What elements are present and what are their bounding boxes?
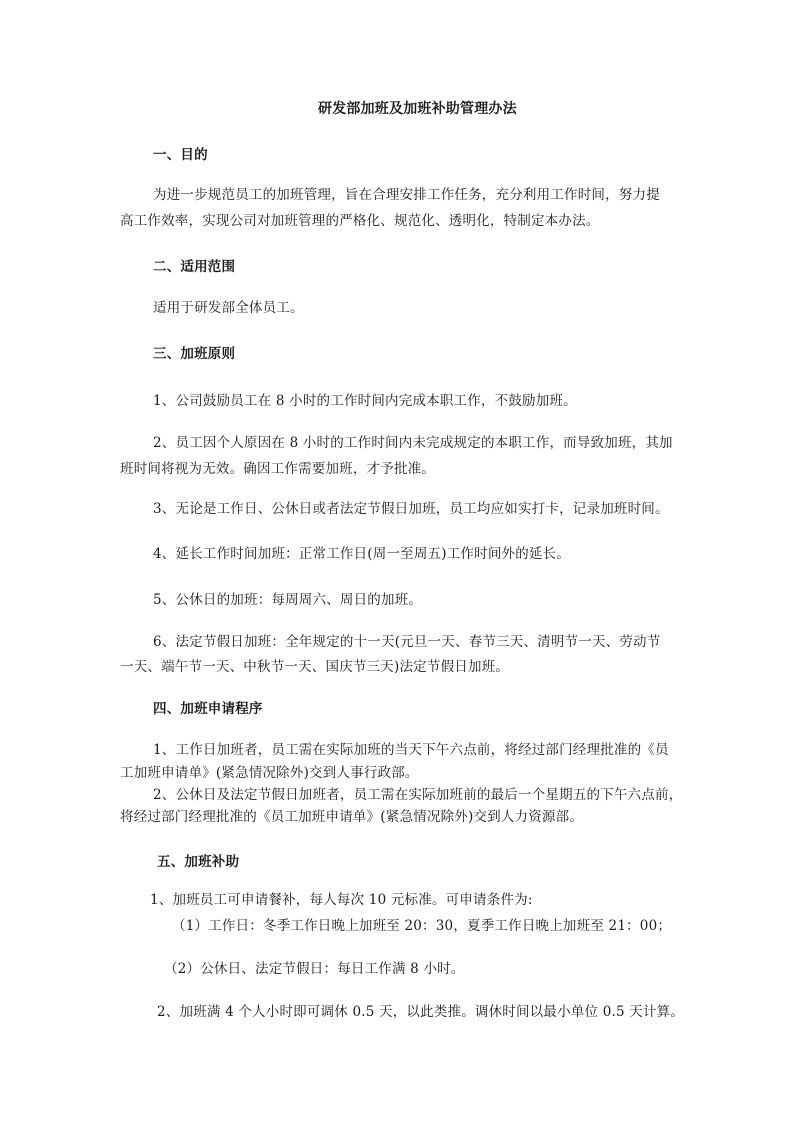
document-title: 研发部加班及加班补助管理办法	[318, 101, 517, 117]
list-item: 1、加班员工可申请餐补，每人每次 10 元标准。可申请条件为:	[150, 892, 533, 908]
list-item: 5、公休日的加班：每周周六、周日的加班。	[153, 592, 423, 608]
paragraph-line: 适用于研发部全体员工。	[153, 300, 304, 316]
section-heading-application: 四、加班申请程序	[153, 701, 263, 717]
list-item-continuation: 一天、端午节一天、中秋节一天、国庆节三天)法定节假日加班。	[120, 659, 510, 675]
section-heading-principles: 三、加班原则	[153, 346, 236, 362]
section-heading-scope: 二、适用范围	[153, 259, 236, 275]
section-heading-purpose: 一、目的	[153, 147, 208, 163]
list-item-continuation: 班时间将视为无效。确因工作需要加班，才予批准。	[120, 461, 436, 477]
list-item: 4、延长工作时间加班：正常工作日(周一至周五)工作时间外的延长。	[153, 546, 571, 562]
list-item-continuation: 工加班申请单》(紧急情况除外)交到人事行政部。	[120, 765, 419, 781]
list-item: 1、公司鼓励员工在 8 小时的工作时间内完成本职工作，不鼓励加班。	[153, 393, 577, 409]
list-item: 6、法定节假日加班：全年规定的十一天(元旦一天、春节三天、清明节一天、劳动节	[153, 634, 661, 650]
sub-list-item: （1）工作日：冬季工作日晚上加班至 20：30，夏季工作日晚上加班至 21：00；	[172, 918, 672, 934]
sub-list-item: （2）公休日、法定节假日：每日工作满 8 小时。	[164, 961, 465, 977]
list-item: 2、公休日及法定节假日加班者，员工需在实际加班前的最后一个星期五的下午六点前，	[153, 787, 683, 803]
list-item: 2、加班满 4 个人小时即可调休 0.5 天，以此类推。调休时间以最小单位 0.5 天计算。	[157, 1004, 685, 1020]
list-item: 2、员工因个人原因在 8 小时的工作时间内未完成规定的本职工作，而导致加班，其加	[153, 435, 673, 451]
list-item: 1、工作日加班者，员工需在实际加班的当天下午六点前，将经过部门经理批准的《员	[153, 742, 669, 758]
section-heading-subsidy: 五、加班补助	[157, 854, 240, 870]
paragraph-line: 高工作效率，实现公司对加班管理的严格化、规范化、透明化，特制定本办法。	[120, 213, 600, 229]
list-item-continuation: 将经过部门经理批准的《员工加班申请单》(紧急情况除外)交到人力资源部。	[120, 809, 584, 825]
paragraph-line: 为进一步规范员工的加班管理，旨在合理安排工作任务，充分利用工作时间，努力提	[153, 187, 660, 203]
list-item: 3、无论是工作日、公休日或者法定节假日加班，员工均应如实打卡，记录加班时间。	[153, 501, 669, 517]
